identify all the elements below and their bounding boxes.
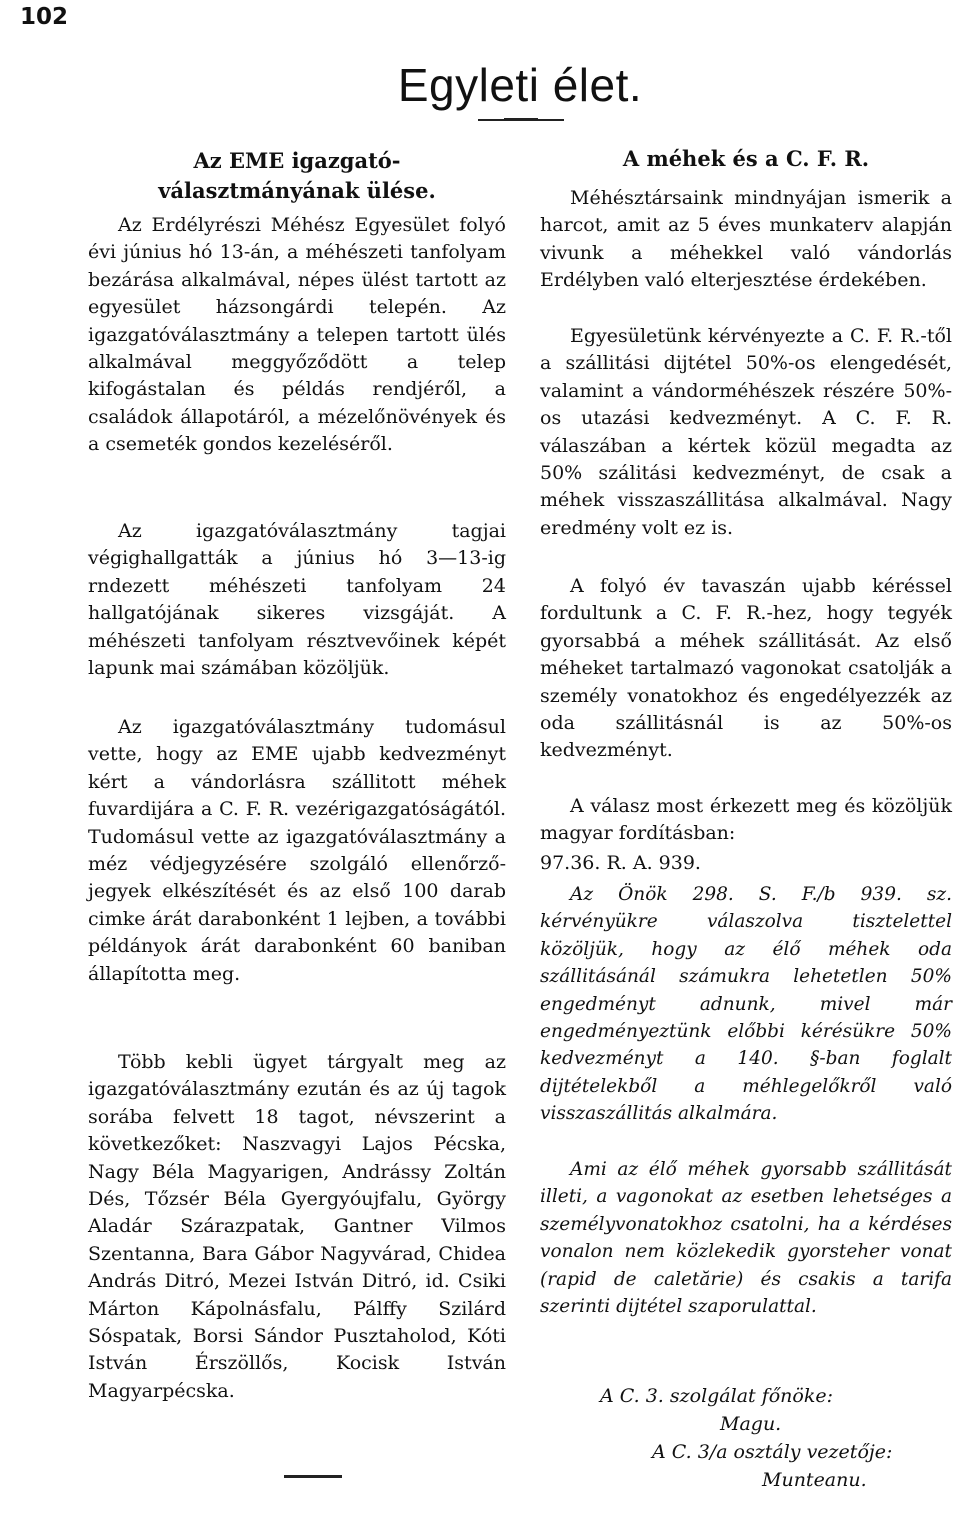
page-title: Egyleti élet. bbox=[397, 59, 643, 111]
cfr-paragraph-4: A válasz most érkezett meg és közöljük magyar fordításban: bbox=[540, 795, 952, 845]
eme-paragraph-2: Az igazgatóválasztmány tagjai végighallgatták a június hó 3—13-ig rndezett méhészeti tanfolyam 24 hallgatójának sikeres vizsgáját. A méhészeti tanfolyam résztvevőinek képét lapunk mai számában közöljük. bbox=[88, 520, 506, 680]
eme-paragraph-3: Az igazgatóválasztmány tudomásul vette, hogy az EME ujabb kedvezményt kért a vándorlásra szállitott méhek fuvardijára a C. F. R. vezérigazgatóságától. Tudomásul vette az igazgatóválasztmány a méz védjegyzésére szolgáló ellenőrző-jegyek elkészítését és az első 100 darab cimke árát darabonként 1 lejben, a további példányok árát darabonként 60 baniban állapította meg. bbox=[88, 716, 506, 985]
eme-heading-line1: Az EME igazgató- bbox=[193, 148, 401, 173]
signature-1-name: Magu. bbox=[720, 1413, 782, 1435]
signature-1-title: A C. 3. szolgálat főnöke: bbox=[600, 1385, 834, 1407]
cfr-section-heading: A méhek és a C. F. R. bbox=[622, 146, 870, 171]
eme-paragraph-4: Több kebli ügyet tárgyalt meg az igazgatóválasztmány ezután és az új tagok sorába felvett 18 tagot, névszerint a következőket: Naszvagyi Lajos Pécska, Nagy Béla Magyarigen, Andrássy Zoltán Dés, Tőzsér Béla Gyergyóujfalu, György Aladár Szárazpatak, Gantner Vilmos Szentanna, Bara Gábor Nagyvárad, Chidea András Ditró, Mezei István Ditró, id. Csiki Márton Kápolnásfalu, Pálffy Szilárd Sóspatak, Borsi Sándor Pusztaholod, Kóti István Érszöllős, Kocisk István Magyarpécska. bbox=[88, 1051, 506, 1402]
cfr-quote-2: Ami az élő méhek gyorsabb szállitását illeti, a vagonokat az esetben lehetséges a személyvonatokhoz csatolni, ha a kérdéses vonalon nem közlekedik gyorsteher vonat (rapid de caletărie) és csakis a tarifa szerinti dijtétel szaporulattal. bbox=[540, 1159, 952, 1318]
cfr-paragraph-1: Méhésztársaink mindnyájan ismerik a harcot, amit az 5 éves munkaterv alapján vivunk a méhekkel való vándorlás Erdélyben való elterjesztése érdekében. bbox=[540, 187, 952, 292]
eme-paragraph-1: Az Erdélyrészi Méhész Egyesület folyó évi június hó 13-án, a méhészeti tanfolyam bezárása alkalmával, népes ülést tartott az egyesület házsongárdi telepén. Az igazgatóválasztmány a telepen tartott ülés alkalmával meggyőződött a telep kifogástalan és példás rendjéről, a családok állapotáról, a mézelőnövények és a csemeték gondos kezeléséről. bbox=[88, 214, 506, 456]
cfr-paragraph-3: A folyó év tavaszán ujabb kéréssel fordultunk a C. F. R.-hez, hogy tegyék gyorsabbá a méhek szállitását. Az első méheket tartalmazó vagonokat csatolják a személy vonatokhoz és engedélyezzék az oda szállitásnál is az 50%-os kedvezményt. bbox=[540, 575, 952, 762]
cfr-quote-1: Az Önök 298. S. F./b 939. sz. kérvényükre válaszolva tisztelettel közöljük, hogy az élő méhek oda szállitásánál számukra lehetetlen 50% engedményt adnunk, mivel már engedményeztünk előbbi kérésükre 50% kedvezményt a 140. §-ban foglalt dijtételekből a méhlegelőkről való visszaszállitás alkalmára. bbox=[540, 884, 952, 1125]
signature-2-name: Munteanu. bbox=[762, 1469, 867, 1491]
eme-heading-line2: választmányának ülése. bbox=[158, 178, 436, 203]
page-number: 102 bbox=[20, 4, 69, 30]
eme-section-heading bbox=[88, 146, 506, 206]
signature-2-title: A C. 3/a osztály vezetője: bbox=[652, 1441, 893, 1463]
right-column bbox=[540, 0, 952, 1518]
cfr-paragraph-2: Egyesületünk kérvényezte a C. F. R.-től a szállitási dijtétel 50%-os elengedését, valamint a vándorméhészek részére 50%-os utazási kedvezményt. A C. F. R. válaszában a kértek közül megadta az 50% szálitási kedvezményt, de csak a méhek visszaszállitása alkalmával. Nagy eredmény volt ez is. bbox=[540, 325, 952, 539]
left-column-end-rule bbox=[284, 1475, 342, 1478]
cfr-reference-number: 97.36. R. A. 939. bbox=[540, 852, 701, 874]
left-column bbox=[88, 0, 506, 1518]
